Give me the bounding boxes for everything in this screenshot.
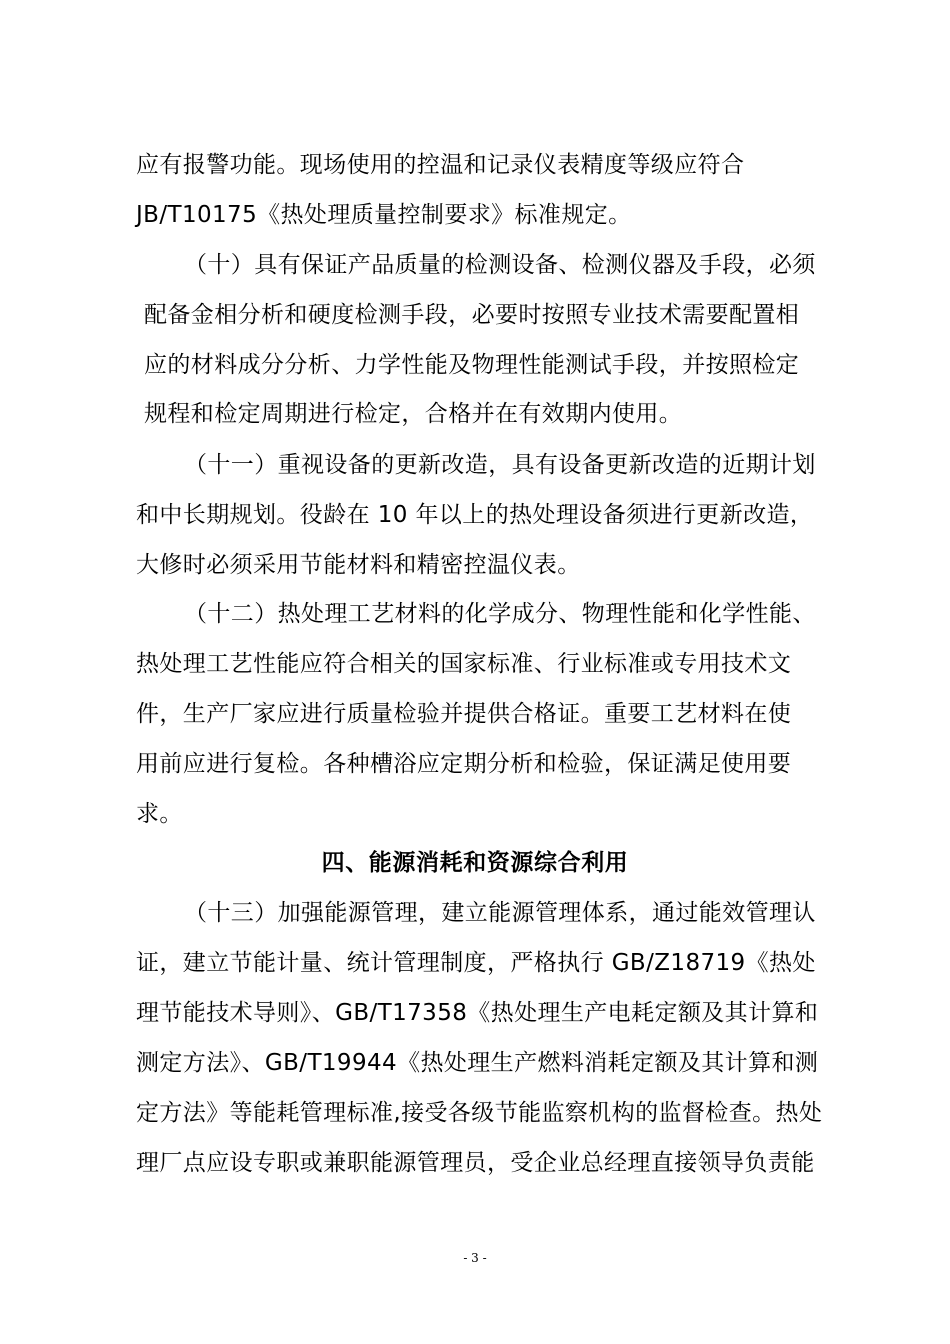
text-line: 热处理工艺性能应符合相关的国家标准、行业标准或专用技术文 (136, 651, 792, 677)
section-heading: 四、能源消耗和资源综合利用 (321, 850, 629, 876)
text-line: 件，生产厂家应进行质量检验并提供合格证。重要工艺材料在使 (136, 701, 792, 727)
text-line: JB/T10175《热处理质量控制要求》标准规定。 (136, 202, 632, 228)
text-line: 配备金相分析和硬度检测手段，必要时按照专业技术需要配置相 (144, 302, 800, 328)
page-number: - 3 - (463, 1251, 487, 1265)
text-line: 求。 (136, 801, 183, 827)
paragraph-start-line: （十一）重视设备的更新改造，具有设备更新改造的近期计划 (184, 452, 816, 478)
text-line: 定方法》等能耗管理标准,接受各级节能监察机构的监督检查。热处 (136, 1100, 823, 1126)
paragraph-start-line: （十）具有保证产品质量的检测设备、检测仪器及手段，必须 (184, 252, 816, 278)
text-line: 理节能技术导则》、GB/T17358《热处理生产电耗定额及其计算和 (136, 1000, 819, 1026)
paragraph-start-line: （十二）热处理工艺材料的化学成分、物理性能和化学性能、 (184, 601, 816, 627)
text-line: 测定方法》、GB/T19944《热处理生产燃料消耗定额及其计算和测 (136, 1050, 819, 1076)
text-line: 用前应进行复检。各种槽浴应定期分析和检验，保证满足使用要 (136, 751, 792, 777)
text-line: 规程和检定周期进行检定，合格并在有效期内使用。 (144, 401, 683, 427)
text-line: 理厂点应设专职或兼职能源管理员，受企业总经理直接领导负责能 (136, 1150, 815, 1176)
text-line: 和中长期规划。役龄在 10 年以上的热处理设备须进行更新改造， (136, 502, 814, 528)
text-line: 证，建立节能计量、统计管理制度，严格执行 GB/Z18719《热处 (136, 950, 816, 976)
paragraph-start-line: （十三）加强能源管理，建立能源管理体系，通过能效管理认 (184, 900, 816, 926)
text-line: 应有报警功能。现场使用的控温和记录仪表精度等级应符合 (136, 152, 745, 178)
text-line: 应的材料成分分析、力学性能及物理性能测试手段，并按照检定 (144, 352, 800, 378)
text-line: 大修时必须采用节能材料和精密控温仪表。 (136, 552, 581, 578)
